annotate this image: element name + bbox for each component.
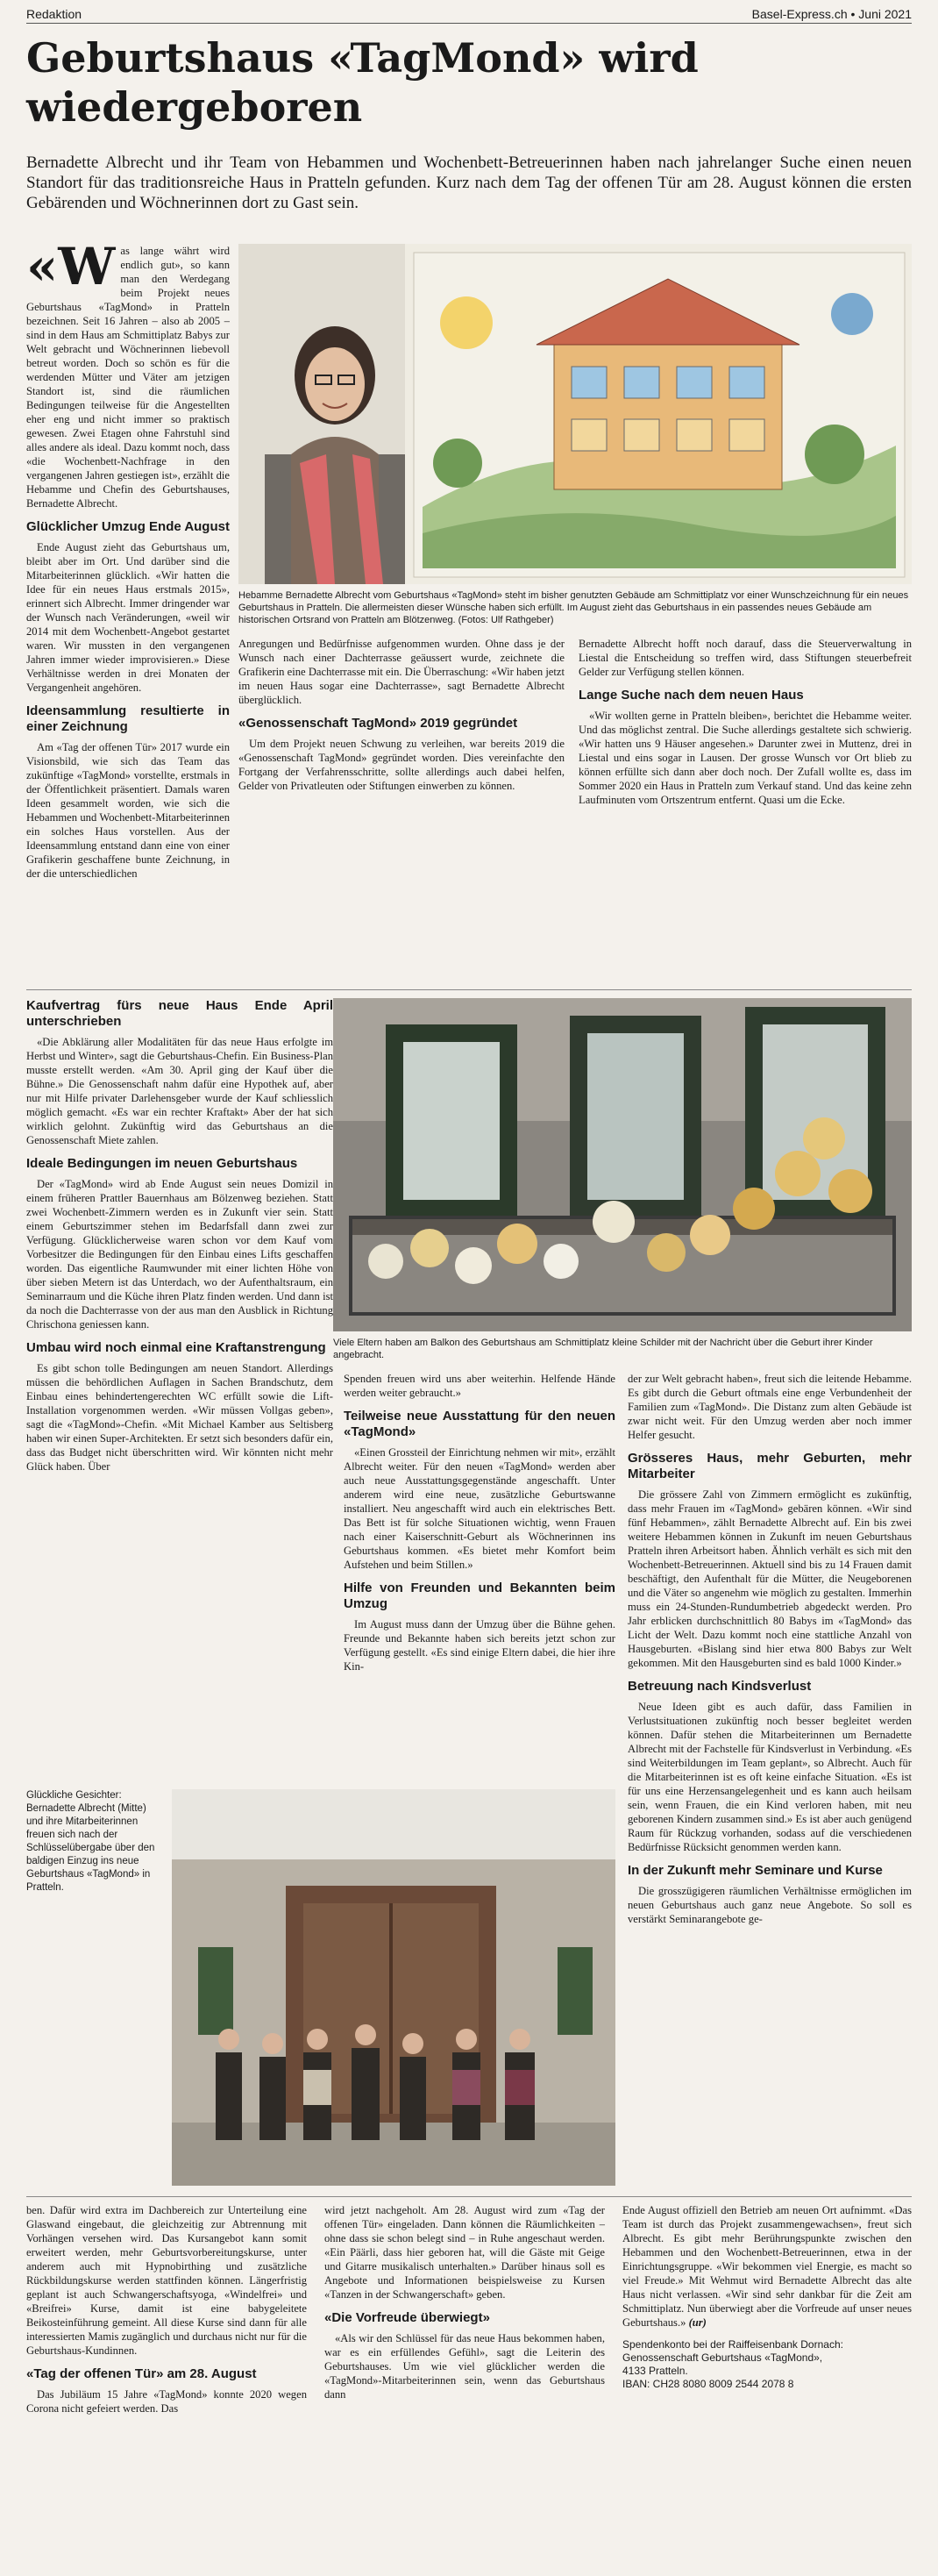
subheading: In der Zukunft mehr Seminare und Kurse <box>628 1863 883 1878</box>
paragraph: Spenden freuen wird uns aber weiterhin. Helfende Hände werden weiter gebraucht.» <box>344 1373 615 1399</box>
paragraph: Neue Ideen gibt es auch dafür, dass Familien in Verlustsituationen zukünftig noch besser begleitet werden können. Dafür stehen die Mitarbeiterinnen um Bernadette Albrecht mit der Fachstelle für Kindsverlust in Verbindung. «Es sind Weiterbildungen im Team geplant», so Albrecht. Auch für die Mitarbeiterinnen ist es oft keine einfache Situation. «Es ist für uns eine Herzensangelegenheit und es kann auch heilsam sein, wenn Frauen, die ein Kind verloren haben, mit neu geborenen Kindern zusammen sind.» Es ist aber auch genügend Raum für Rückzug vorhanden, sodass auf die verschiedenen Bedürfnisse Rücksicht genommen werden kann. <box>628 1701 912 1853</box>
paragraph <box>622 2203 912 2330</box>
subheading: Hilfe von Freunden und Bekannten beim Umzug <box>344 1581 615 1611</box>
author-tag: (ur) <box>688 2316 707 2329</box>
drop-cap: «W <box>26 244 116 296</box>
photo-caption: Hebamme Bernadette Albrecht vom Geburtshaus «TagMond» steht im bisher genutzten Gebäude am Schmittiplatz vor einer Wunschzeichnung für ein neues Geburtshaus in Pratteln. Die allermeisten dieser Wünsche haben sich erfüllt. Im August zieht das Geburtshaus in ein passendes neues Gebäude am historischen Ortsrand von Pratteln am Blötzenweg. (Fotos: Ulf Rathgeber) <box>238 590 909 625</box>
bank-line: Spendenkonto bei der Raiffeisenbank Dornach: <box>622 2338 843 2351</box>
column-3-section-3 <box>622 2203 912 2572</box>
paragraph: Am «Tag der offenen Tür» 2017 wurde ein Visionsbild, wie sich das Team das zukünftige «TagMond» vorstellte, erstmals in der Öffentlichkeit präsentiert. Damals waren Ideen gesammelt worden, wie sich die Hebammen und Wochenbett-Mitarbeiterinnen ein solches Haus vorstellen. Aus der Ideensammlung entstand dann eine von einer Grafikerin geschaffene bunte Zeichnung, in der die unterschiedlichen <box>26 741 230 880</box>
paragraph: «Als wir den Schlüssel für das neue Haus bekommen haben, war es ein erfüllendes Gefühl», sagt die Leiterin des Geburtshauses. Um wie viel glücklicher werden die «TagMond»-Mitarbeiterinnen sein, wenn das Geburtshaus dann <box>324 2332 605 2401</box>
subheading: «Genossenschaft TagMond» 2019 gegründet <box>238 716 518 731</box>
subheading: Lange Suche nach dem neuen Haus <box>579 688 804 703</box>
subheading: Glücklicher Umzug Ende August <box>26 519 230 534</box>
article-lead: Bernadette Albrecht und ihr Team von Hebammen und Wochenbett-Betreuerinnen haben nach jahrelanger Suche einen neuen Standort für das traditionsreiche Haus in Pratteln gefunden. Kurz nach dem Tag der offenen Tür am 28. August können die ersten Gebärenden und Wöchnerinnen dort zu Gast sein. <box>26 153 912 212</box>
paragraph: as lange währt wird endlich gut», so kann man den Werdegang beim Projekt neues Geburtshaus «TagMond» in Pratteln bezeichnen. Seit 16 Jahren – also ab 2005 – sind in dem Haus am Schmittiplatz Babys zur Welt gebracht und Wöchnerinnen liebevoll betreut worden. Doch so schön es für die werdenden Mütter und Väter am jetzigen Standort ist, sind die räumlichen Bedingungen teilweise für die Angestellten eher eng und nicht immer so praktisch gewesen. Zwei Etagen ohne Fahrstuhl sind alles andere als ideal. Dazu kommt noch, dass «die Wochenbett-Nachfrage in den vergangenen Jahren gestiegen ist», erzählt die Hebamme und Chefin des Geburtshauses, Bernadette Albrecht. <box>26 245 230 510</box>
section-label: Redaktion <box>26 7 82 21</box>
paragraph: Die grössere Zahl von Zimmern ermöglicht es zukünftig, dass mehr Frauen im «TagMond» gebären können. «Wir sind fünf Hebammen», zählt Bernadette Albrecht auf. Ein bis zwei weitere Hebammen können in Zukunft im neuen Geburtshaus Pratteln ihren Arbeitsort haben. Ähnlich verhält es sich mit den Wochenbett-Betreuerinnen. Aktuell sind bis zu 14 Frauen damit beschäftigt, den Aufenthalt für die Mütter, die Neugeborenen und die Väter so angenehm wie möglich zu gestalten. Immerhin muss ein 24-Stunden-Rundumbetrieb abgedeckt werden. Pro Jahr erblicken durchschnittlich 80 Babys im «TagMond» das Licht der Welt. Dazu kommt noch eine stattliche Anzahl von Hausgeburten. «Bislang sind hier etwa 800 Babys zur Welt gekommen. Mit den Hausgeburten sind es bald 1000 Kinder.» <box>628 1488 912 1669</box>
paragraph-text: Ende August offiziell den Betrieb am neuen Ort aufnimmt. «Das Team ist durch das Projekt zusammengewachsen», freut sich Albrecht. Es gibt mehr Berührungspunkte zwischen den Hebammen und den Wochenbett-Betreuerinnen, etwa in der Einrichtungsgruppe. «Wir bekommen viel Energie, es macht so viel Freude.» Mit Wehmut wird Bernadette Albrecht das alte Haus nicht verlassen. «Wir sind sehr dankbar für die Zeit am Schmittiplatz. Nun überwiegt aber die Vorfreude auf unser neues Geburtshaus.» <box>622 2204 912 2329</box>
iban: IBAN: CH28 8080 8009 2544 2078 8 <box>622 2378 794 2390</box>
source-label: Basel-Express.ch • Juni 2021 <box>751 7 912 21</box>
subheading: Umbau wird noch einmal eine Kraftanstrengung <box>26 1340 326 1355</box>
subheading: «Die Vorfreude überwiegt» <box>324 2310 490 2325</box>
paragraph: ben. Dafür wird extra im Dachbereich zur Unterteilung eine Glaswand eingebaut, die gleichzeitig zur Abtrennung mit Vorhängen versehen wird. Das Kursangebot kann somit erweitert werden, mehr Geburtsvorbereitungskurse, unter anderem auch mit Hypnobirthing und zusätzliche Rückbildungskurse werden stattfinden können. Längerfristig geplant ist auch Schwangerschaftsyoga, «Windelfrei» und «Breifrei» Kurse, damit ist eine babygeleitete Beikosteinführung gemeint. All diese Kurse sind dann für alle interessierten Mamis zugänglich und durchaus nicht nur für die Geburtshaus-Kundinnen. <box>26 2204 307 2357</box>
subheading: Ideale Bedingungen im neuen Geburtshaus <box>26 1156 298 1171</box>
team-image <box>172 1789 615 2186</box>
paragraph: Die grosszügigeren räumlichen Verhältnisse ermöglichen im neuen Geburtshaus auch ganz neue Angebote. So soll es verstärkt Seminarangebote ge- <box>628 1885 912 1925</box>
section-divider <box>26 989 912 990</box>
column-3 <box>579 637 912 982</box>
bank-line: 4133 Pratteln. <box>622 2365 688 2377</box>
paragraph: der zur Welt gebracht haben», freut sich die leitende Hebamme. Es gibt durch die Geburt oftmals eine enge Verbundenheit der Familien zum «TagMond». Die Distanz zum alten Gebäude ist zwar nicht weit. Für den Umzug werden aber noch immer Helfer gesucht. <box>628 1373 912 1441</box>
paragraph: «Wir wollten gerne in Pratteln bleiben», berichtet die Hebamme weiter. Und das möglichst zentral. Die Suche allerdings gestaltete sich schwierig. «Wir hatten uns 9 Häuser angesehen.» Darunter zwei in Muttenz, drei in Liestal und eins sogar in Lausen. Der grosse Wunsch vor Ort blieb zu können erfüllte sich dann aber doch noch. Der Zufall wollte es, dass im Sommer 2020 ein Haus in Pratteln zum Verkauf stand. Und das keine zehn Laufminuten vom Ortszentrum entfernt. Quasi um die Ecke. <box>579 710 912 806</box>
column-1-section-3 <box>26 2203 307 2572</box>
paragraph: Der «TagMond» wird ab Ende August sein neues Domizil in einem früheren Prattler Bauernhaus am Bölzenweg beziehen. Statt zwei Wochenbett-Zimmern werden es in Zukunft vier sein. Statt einem Geburtszimmer stehen im Bedarfsfall dann zwei zur Verfügung. Glücklicherweise waren schon vor dem Kauf vom Vorbesitzer die Bedingungen für den Einbau eines Lifts geschaffen worden. Das eigentliche Raumwunder mit einer lichten Höhe von über sieben Metern ist das Unterdach, wo der Aufenthaltsraum, ein Seminarraum und die Küche ihren Platz finden werden. Und dann ist da noch die Dachterrasse von der aus man den Ausblick in Richtung Chrischona geniessen kann. <box>26 1178 333 1331</box>
subheading: Kaufvertrag fürs neue Haus Ende April unterschrieben <box>26 998 333 1029</box>
paragraph: «Die Abklärung aller Modalitäten für das neue Haus erfolgte im Herbst und Winter», sagt die Geburtshaus-Chefin. Ein Business-Plan musste erstellt werden. «Am 30. April ging der Kauf über die Bühne.» Die Genossenschaft nahm dafür eine Hypothek auf, aber nur mit Hilfe privater Darlehensgeber wurde der Kauf schliesslich möglich gemacht. «Es war ein rechter Kraftakt» Aber der hat sich wirklich gelohnt. Zukünftig wird das Geburtshaus an die Genossenschaft Miete zahlen. <box>26 1036 333 1146</box>
photo-caption: Viele Eltern haben am Balkon des Geburtshaus am Schmittiplatz kleine Schilder mit der Nachricht über die Geburt ihrer Kinder angebracht. <box>333 1338 873 1360</box>
column-1 <box>26 244 230 982</box>
subheading: «Tag der offenen Tür» am 28. August <box>26 2366 257 2381</box>
photo-team <box>172 1789 615 2186</box>
paragraph: Das Jubiläum 15 Jahre «TagMond» konnte 2020 wegen Corona nicht gefeiert werden. Das <box>26 2388 307 2415</box>
subheading: Grösseres Haus, mehr Geburten, mehr Mitarbeiter <box>628 1451 912 1481</box>
column-2-section-3 <box>324 2203 605 2572</box>
column-2 <box>238 637 565 982</box>
paragraph: Im August muss dann der Umzug über die Bühne gehen. Freunde und Bekannte haben sich bereits jetzt schon zur Verfügung gestellt. «Es sind einige Eltern dabei, die hier ihre Kin- <box>344 1618 615 1673</box>
paragraph: Ende August zieht das Geburtshaus um, bleibt aber im Ort. Und darüber sind die Mitarbeiterinnen glücklich. «Wir hatten die Idee für ein neues Haus erstmals 2015», erinnert sich Albrecht. Immer dringender war der Wunsch nach Veränderungen, «weil wir 2014 mit dem Wochenbett-Angebot gestartet waren. Wir mussten in den vergangenen Jahren immer wieder improvisieren.» Diese Verhältnisse werden in drei Monaten der Vergangenheit angehören. <box>26 541 230 694</box>
article-title: Geburtshaus «TagMond» wird wiedergeboren <box>26 34 699 131</box>
subheading: Teilweise neue Ausstattung für den neuen «TagMond» <box>344 1409 615 1439</box>
paragraph: Es gibt schon tolle Bedingungen am neuen Standort. Allerdings müssen die behördlichen Auflagen in Sachen Brandschutz, dem Einbau eines behindertengerechten WC erfüllt sowie die Lift-Installation vorgenommen werden. «Wir müssen Vollgas geben», sagt die «TagMond»-Chefin. «Mit Michael Kamber aus Seltisberg haben wir einen Super-Architekten. Er setzt sich besonders dafür ein, dass das Budget nicht überschritten wird. Wir könnten nicht mehr Glück haben. Über <box>26 1362 333 1473</box>
midwife-drawing-image <box>238 244 912 584</box>
photo-balcony <box>333 998 912 1331</box>
paragraph: Bernadette Albrecht hofft noch darauf, dass die Steuerverwaltung in Liestal die Entscheidung so treffen wird, dass Stiftungen steuerbefreit Gelder zur Verfügung stellen können. <box>579 638 912 678</box>
paragraph: Um dem Projekt neuen Schwung zu verleihen, war bereits 2019 die «Genossenschaft TagMond» gegründet worden. Dies vereinfachte den Fortgang der Verfahrensschritte, sollte allerdings auch dabei helfen, Gelder von Privatleuten oder Stiftungen einwerben zu können. <box>238 738 565 792</box>
column-3-section-2 <box>628 1372 912 2187</box>
paragraph: Anregungen und Bedürfnisse aufgenommen wurden. Ohne dass je der Wunsch nach einer Dachterrasse geäussert wurde, zeichnete die Grafikerin eine Dachterrasse mit ein. Die Überraschung: «Wir haben jetzt im neuen Haus sogar eine Dachterrasse», sagt Bernadette Albrecht überglücklich. <box>238 638 565 706</box>
bank-line: Genossenschaft Geburtshaus «TagMond», <box>622 2351 823 2364</box>
column-1-section-2 <box>26 998 333 1788</box>
subheading: Betreuung nach Kindsverlust <box>628 1679 812 1694</box>
paragraph: «Einen Grossteil der Einrichtung nehmen wir mit», erzählt Albrecht weiter. Für den neuen «TagMond» werden aber auch neue Ausstattungsgegenstände angeschafft. Unter anderem wird eine neue, zusätzliche Geburtswanne installiert. Neu angeschafft wird auch ein elektrisches Bett. Das Bett ist für solche Situationen wichtig, wenn Frauen nach einer Kaiserschnitt-Geburt als Wöchnerinnen ins Geburtshaus kommen. «Es bietet mehr Komfort beim Aufstehen und beim Stillen.» <box>344 1446 615 1571</box>
subheading: Ideensammlung resultierte in einer Zeichnung <box>26 703 230 734</box>
column-2-section-2 <box>344 1372 615 1775</box>
photo-midwife-drawing <box>238 244 912 584</box>
side-caption: Glückliche Gesichter: Bernadette Albrecht (Mitte) und ihre Mitarbeiterinnen freuen sich nach der Schlüsselübergabe über den baldigen Einzug ins neue Geburtshaus «TagMond» in Pratteln. <box>26 1790 155 1893</box>
page-header <box>26 5 912 24</box>
section-divider <box>26 2196 912 2197</box>
balcony-image <box>333 998 912 1331</box>
paragraph: wird jetzt nachgeholt. Am 28. August wird zum «Tag der offenen Tür» eingeladen. Dann können die Räumlichkeiten – ohne dass sie schon belegt sind – in Ruhe angeschaut werden. «Ein Päärli, dass hier geboren hat, will die Gäste mit Geige und Gitarre musikalisch unterhalten.» Darüber hinaus soll es Angebote und Informationen beispielsweise zu Kursen «Tanzen in der Schwangerschaft» geben. <box>324 2204 605 2301</box>
